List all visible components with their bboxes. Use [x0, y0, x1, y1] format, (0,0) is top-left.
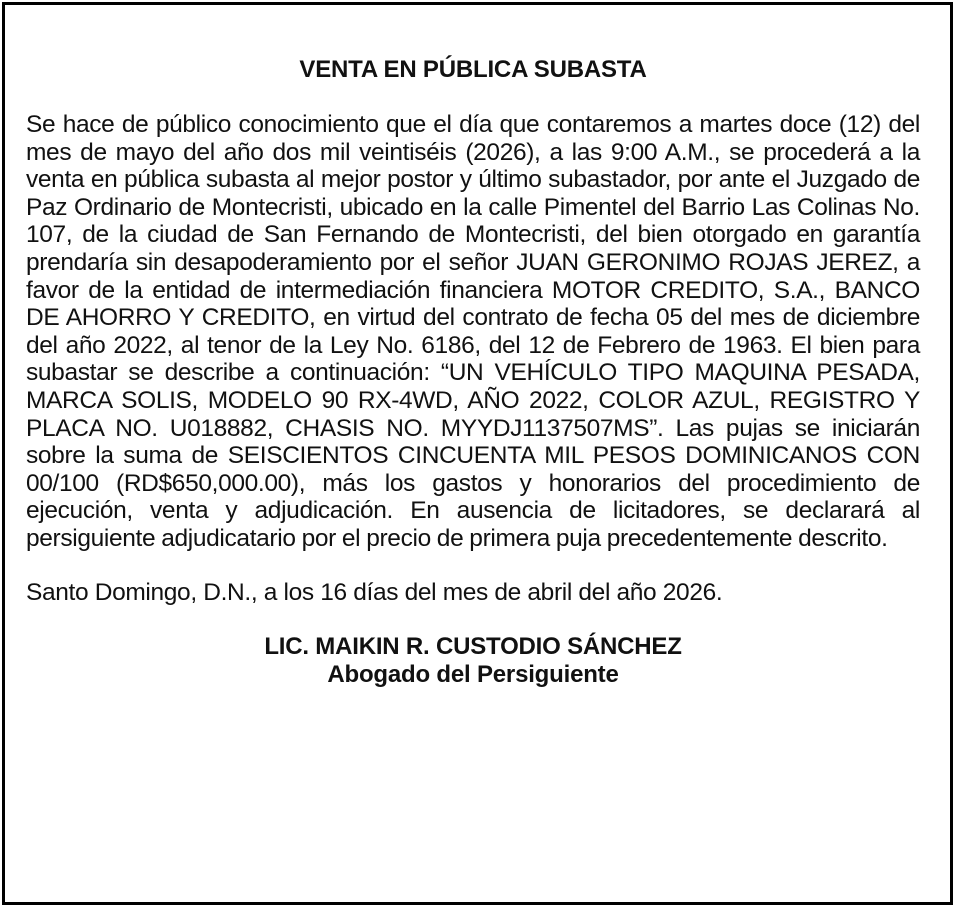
- signature-block: [26, 633, 920, 689]
- notice-date-line: Santo Domingo, D.N., a los 16 días del mes de abril del año 2026.: [26, 578, 723, 606]
- signature-name: LIC. MAIKIN R. CUSTODIO SÁNCHEZ: [264, 632, 682, 660]
- notice-title: VENTA EN PÚBLICA SUBASTA: [299, 56, 647, 83]
- notice-body: Se hace de público conocimiento que el día que contaremos a martes doce (12) del mes de mayo del año dos mil veintiséis (2026), a las 9:00 A.M., se procederá a la venta en pública subasta al mejor postor y último subastador, por ante el Juzgado de Paz Ordinario de Montecristi, ubicado en la calle Pimentel del Barrio Las Colinas No. 107, de la ciudad de San Fernando de Montecristi, del bien otorgado en garantía prendaría sin desapoderamiento por el señor JUAN GERONIMO ROJAS JEREZ, a favor de la entidad de intermediación financiera MOTOR CREDITO, S.A., BANCO DE AHORRO Y CREDITO, en virtud del contrato de fecha 05 del mes de diciembre del año 2022, al tenor de la Ley No. 6186, del 12 de Febrero de 1963. El bien para subastar se describe a continuación: “UN VEHÍCULO TIPO MAQUINA PESADA, MARCA SOLIS, MODELO 90 RX-4WD, AÑO 2022, COLOR AZUL, REGISTRO Y PLACA NO. U018882, CHASIS NO. MYYDJ1137507MS”. Las pujas se iniciarán sobre la suma de SEISCIENTOS CINCUENTA MIL PESOS DOMINICANOS CON 00/100 (RD$650,000.00), más los gastos y honorarios del procedimiento de ejecución, venta y adjudicación. En ausencia de licitadores, se declarará al persiguiente adjudicatario por el precio de primera puja precedentemente descrito.: [26, 111, 920, 552]
- notice-content: [26, 55, 920, 689]
- signature-role: Abogado del Persiguiente: [327, 660, 619, 688]
